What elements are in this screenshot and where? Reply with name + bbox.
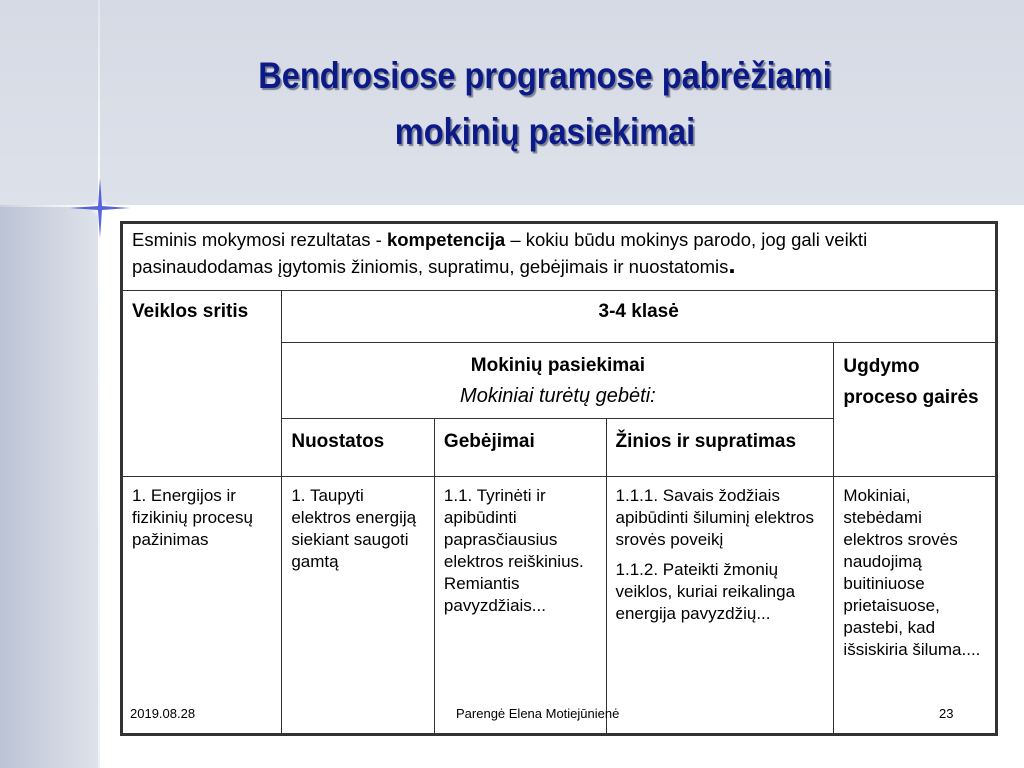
footer-date: 2019.08.28: [130, 706, 196, 721]
left-band: [0, 205, 100, 768]
row-knowledge-2: 1.1.2. Pateikti žmonių veiklos, kuriai reikalinga energija pavyzdžių...: [615, 560, 796, 623]
row-guidance: Mokiniai, stebėdami elektros srovės naudojimą buitiniuose prietaisuose, pastebi, kad išsiskiria šiluma....: [834, 477, 997, 735]
footer-page-number: 23: [939, 706, 954, 721]
competence-table: [120, 221, 998, 736]
header-attitudes: Nuostatos: [282, 419, 435, 477]
row-ability: 1.1. Tyrinėti ir apibūdinti paprasčiausius elektros reiškinius. Remiantis pavyzdžiais...: [434, 477, 606, 735]
decor-horizontal-line: [0, 205, 1024, 207]
header-guidance: Ugdymo proceso gairės: [834, 343, 997, 477]
title-line-1: Bendrosiose programose pabrėžiami: [258, 55, 832, 96]
decor-vertical-line: [98, 0, 100, 768]
header-achievements-cell: [282, 343, 834, 419]
row-attitude: 1. Taupyti elektros energiją siekiant saugoti gamtą: [282, 477, 435, 735]
intro-text-part1: Esminis mokymosi rezultatas -: [132, 229, 387, 250]
slide-title: [162, 48, 928, 160]
header-grade: 3-4 klasė: [282, 291, 997, 343]
header-achievements: Mokinių pasiekimai: [470, 355, 645, 376]
intro-cell: [122, 223, 997, 291]
header-area: Veiklos sritis: [122, 291, 282, 477]
row-knowledge-cell: [606, 477, 834, 735]
intro-text-part2: – kokiu būdu mokinys parodo, jog gali veikti pasinaudodamas įgytomis žiniomis, supratimu, gebėjimais ir nuostatomis: [132, 229, 868, 277]
header-abilities: Gebėjimai: [434, 419, 606, 477]
row-knowledge-1: 1.1.1. Savais žodžiais apibūdinti šiluminį elektros srovės poveikį: [615, 486, 814, 549]
intro-end: .: [728, 249, 736, 279]
title-line-2: mokinių pasiekimai: [394, 111, 696, 152]
header-achievements-sub: Mokiniai turėtų gebėti:: [460, 385, 656, 407]
header-knowledge: Žinios ir supratimas: [606, 419, 834, 477]
footer-author: Parengė Elena Motiejūnienė: [456, 706, 620, 721]
intro-keyword: kompetencija: [386, 229, 506, 250]
row-area: 1. Energijos ir fizikinių procesų pažinimas: [122, 477, 282, 735]
